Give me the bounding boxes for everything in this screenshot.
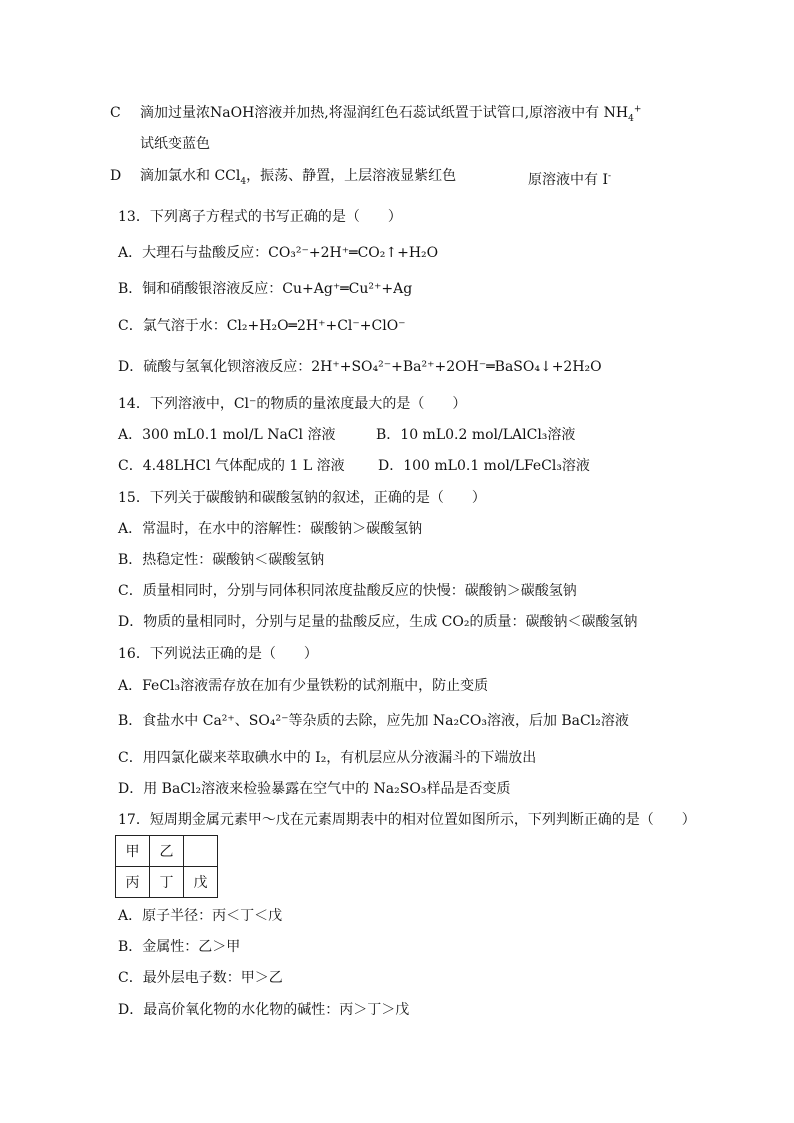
q14-option-b: B．10 mL0.2 mol/LAlCl₃溶液	[376, 427, 576, 443]
q13-option-d: D．硫酸与氢氧化钡溶液反应：2H⁺+SO₄²⁻+Ba²⁺+2OH⁻═BaSO₄↓+2H₂O	[118, 359, 602, 375]
q12-option-d-text: 滴加氯水和 CCl$_4$，振荡、静置，上层溶液显紫红色	[140, 168, 457, 187]
q15-option-c: C．质量相同时，分别与同体积同浓度盐酸反应的快慢：碳酸钠＞碳酸氢钠	[118, 583, 577, 599]
q16-option-d: D．用 BaCl₂溶液来检验暴露在空气中的 Na₂SO₃样品是否变质	[118, 781, 511, 797]
q15-option-d: D．物质的量相同时，分别与足量的盐酸反应，生成 CO₂的质量：碳酸钠＜碳酸氢钠	[118, 614, 638, 630]
table-row	[116, 867, 218, 898]
table-cell-bing: 丙	[116, 867, 150, 898]
q14-option-c: C．4.48LHCl 气体配成的 1 L 溶液	[118, 458, 345, 474]
q12-option-c-result: 试纸变蓝色	[140, 136, 210, 152]
q14-option-d: D．100 mL0.1 mol/LFeCl₃溶液	[378, 458, 590, 474]
q16-option-c: C．用四氯化碳来萃取碘水中的 I₂，有机层应从分液漏斗的下端放出	[118, 750, 537, 766]
q15-option-b: B．热稳定性：碳酸钠＜碳酸氢钠	[118, 552, 325, 568]
q14-option-a: A．300 mL0.1 mol/L NaCl 溶液	[118, 427, 336, 443]
q16-option-a: A．FeCl₃溶液需存放在加有少量铁粉的试剂瓶中，防止变质	[118, 678, 489, 694]
table-cell-yi: 乙	[150, 836, 184, 867]
q17-option-b: B．金属性：乙＞甲	[118, 939, 241, 955]
q17-option-d: D．最高价氧化物的水化物的碱性：丙＞丁＞戊	[118, 1002, 410, 1018]
q14-stem: 14．下列溶液中，Cl⁻的物质的量浓度最大的是（ ）	[118, 396, 467, 412]
q13-option-c: C．氯气溶于水：Cl₂+H₂O═2H⁺+Cl⁻+ClO⁻	[118, 318, 406, 334]
q12-option-c-text: 滴加过量浓NaOH溶液并加热,将湿润红色石蕊试纸置于试管口,原溶液中有 $NH_4^+$	[140, 104, 642, 124]
q17-option-c: C．最外层电子数：甲＞乙	[118, 970, 283, 986]
q16-option-b: B．食盐水中 Ca²⁺、SO₄²⁻等杂质的去除，应先加 Na₂CO₃溶液，后加 BaCl₂溶液	[118, 713, 629, 729]
table-cell-empty	[184, 836, 218, 867]
q15-option-a: A．常温时，在水中的溶解性：碳酸钠＞碳酸氢钠	[118, 521, 423, 537]
q12-option-c-letter: C	[110, 105, 121, 121]
q16-stem: 16．下列说法正确的是（ ）	[118, 646, 318, 662]
q13-option-b: B．铜和硝酸银溶液反应：Cu+Ag⁺═Cu²⁺+Ag	[118, 281, 413, 297]
q17-stem: 17．短周期金属元素甲～戊在元素周期表中的相对位置如图所示，下列判断正确的是（ ）	[118, 812, 696, 828]
table-cell-jia: 甲	[116, 836, 150, 867]
q12-option-d-letter: D	[110, 168, 122, 184]
q17-option-a: A．原子半径：丙＜丁＜戊	[118, 908, 283, 924]
q15-stem: 15．下列关于碳酸钠和碳酸氢钠的叙述，正确的是（ ）	[118, 490, 486, 506]
q12-option-d-conclusion: 原溶液中有 I-	[528, 171, 612, 188]
table-cell-wu: 戊	[184, 867, 218, 898]
periodic-table-fragment	[115, 835, 218, 898]
q13-option-a: A．大理石与盐酸反应：CO₃²⁻+2H⁺═CO₂↑+H₂O	[118, 245, 439, 261]
table-row	[116, 836, 218, 867]
table-cell-ding: 丁	[150, 867, 184, 898]
q13-stem: 13．下列离子方程式的书写正确的是（ ）	[118, 209, 402, 225]
